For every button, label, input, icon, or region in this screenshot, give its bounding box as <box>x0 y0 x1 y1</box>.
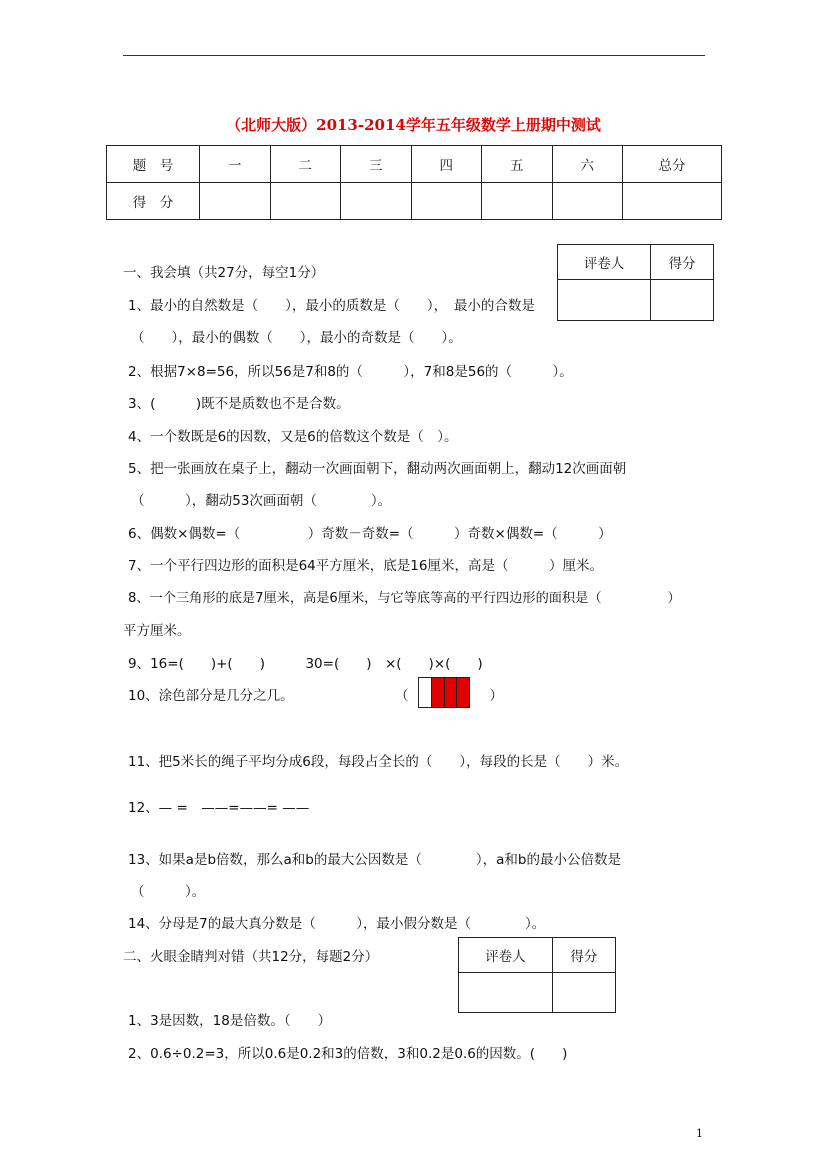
page-title: （北师大版）2013-2014学年五年级数学上册期中测试 <box>226 116 601 134</box>
score-header-cell: 五 <box>482 146 553 183</box>
grader-cell[interactable] <box>459 973 553 1013</box>
question-line: 1、最小的自然数是（ ），最小的质数是（ ）， 最小的合数是 <box>128 298 535 314</box>
grader-label: 评卷人 <box>459 938 553 973</box>
question-line: 平方厘米。 <box>123 623 191 639</box>
score-table <box>106 145 722 220</box>
q10-answer-paren: （ ） <box>395 688 503 704</box>
score-header-cell: 二 <box>270 146 341 183</box>
score-row-label: 得 分 <box>107 183 200 220</box>
question-line: 6、偶数×偶数=（ ）奇数－奇数=（ ）奇数×偶数=（ ） <box>128 526 612 542</box>
question-line: （ ），翻动53次画面朝（ ）。 <box>131 493 392 509</box>
question-line: 12、— = ——=——= —— <box>128 800 310 816</box>
score-cell[interactable] <box>482 183 553 220</box>
score-cell[interactable] <box>270 183 341 220</box>
question-line: 3、( )既不是质数也不是合数。 <box>128 396 350 412</box>
grader-table-1 <box>557 244 714 321</box>
question-line: 7、一个平行四边形的面积是64平方厘米，底是16厘米，高是（ ）厘米。 <box>128 558 603 574</box>
question-line: 10、涂色部分是几分之几。 <box>128 688 294 704</box>
question-line: 13、如果a是b倍数，那么a和b的最大公因数是（ ），a和b的最小公倍数是 <box>128 852 621 868</box>
section2-heading: 二、火眼金睛判对错（共12分，每题2分） <box>123 949 379 965</box>
grader-score-cell[interactable] <box>651 280 714 321</box>
page-number: 1 <box>696 1127 703 1140</box>
question-line: （ ），最小的偶数（ ），最小的奇数是（ ）。 <box>131 330 462 346</box>
grader-score-cell[interactable] <box>552 973 615 1013</box>
score-header-cell: 一 <box>200 146 271 183</box>
header-rule <box>123 55 705 56</box>
section1-heading: 一、我会填（共27分，每空1分） <box>123 265 325 281</box>
question-line: 2、0.6÷0.2=3，所以0.6是0.2和3的倍数，3和0.2是0.6的因数。( ) <box>128 1046 568 1062</box>
question-line: （ ）。 <box>131 884 206 900</box>
score-header-cell: 六 <box>552 146 623 183</box>
score-header-cell: 三 <box>341 146 412 183</box>
question-line: 2、根据7×8=56，所以56是7和8的（ ），7和8是56的（ ）。 <box>128 364 573 380</box>
question-line: 8、一个三角形的底是7厘米，高是6厘米，与它等底等高的平行四边形的面积是（ ） <box>128 591 681 606</box>
grader-score-label: 得分 <box>651 245 714 280</box>
score-cell[interactable] <box>411 183 482 220</box>
score-cell[interactable] <box>341 183 412 220</box>
score-cell[interactable] <box>623 183 722 220</box>
score-cell[interactable] <box>200 183 271 220</box>
score-header-cell: 题 号 <box>107 146 200 183</box>
grader-table-2 <box>458 937 616 1013</box>
grader-cell[interactable] <box>558 280 651 321</box>
score-header-cell: 四 <box>411 146 482 183</box>
question-line: 9、16=( )+( ) 30=( ) ×( )×( ) <box>128 656 483 672</box>
question-line: 5、把一张画放在桌子上，翻动一次画面朝下，翻动两次画面朝上，翻动12次画面朝 <box>128 461 627 477</box>
score-cell[interactable] <box>552 183 623 220</box>
score-header-cell: 总分 <box>623 146 722 183</box>
question-line: 11、把5米长的绳子平均分成6段，每段占全长的（ ），每段的长是（ ）米。 <box>128 754 629 770</box>
grader-label: 评卷人 <box>558 245 651 280</box>
question-line: 4、一个数既是6的因数，又是6的倍数这个数是（ ）。 <box>128 429 458 445</box>
question-line: 14、分母是7的最大真分数是（ ），最小假分数是（ ）。 <box>128 916 546 932</box>
grader-score-label: 得分 <box>552 938 615 973</box>
question-line: 1、3是因数，18是倍数。（ ） <box>128 1013 332 1029</box>
